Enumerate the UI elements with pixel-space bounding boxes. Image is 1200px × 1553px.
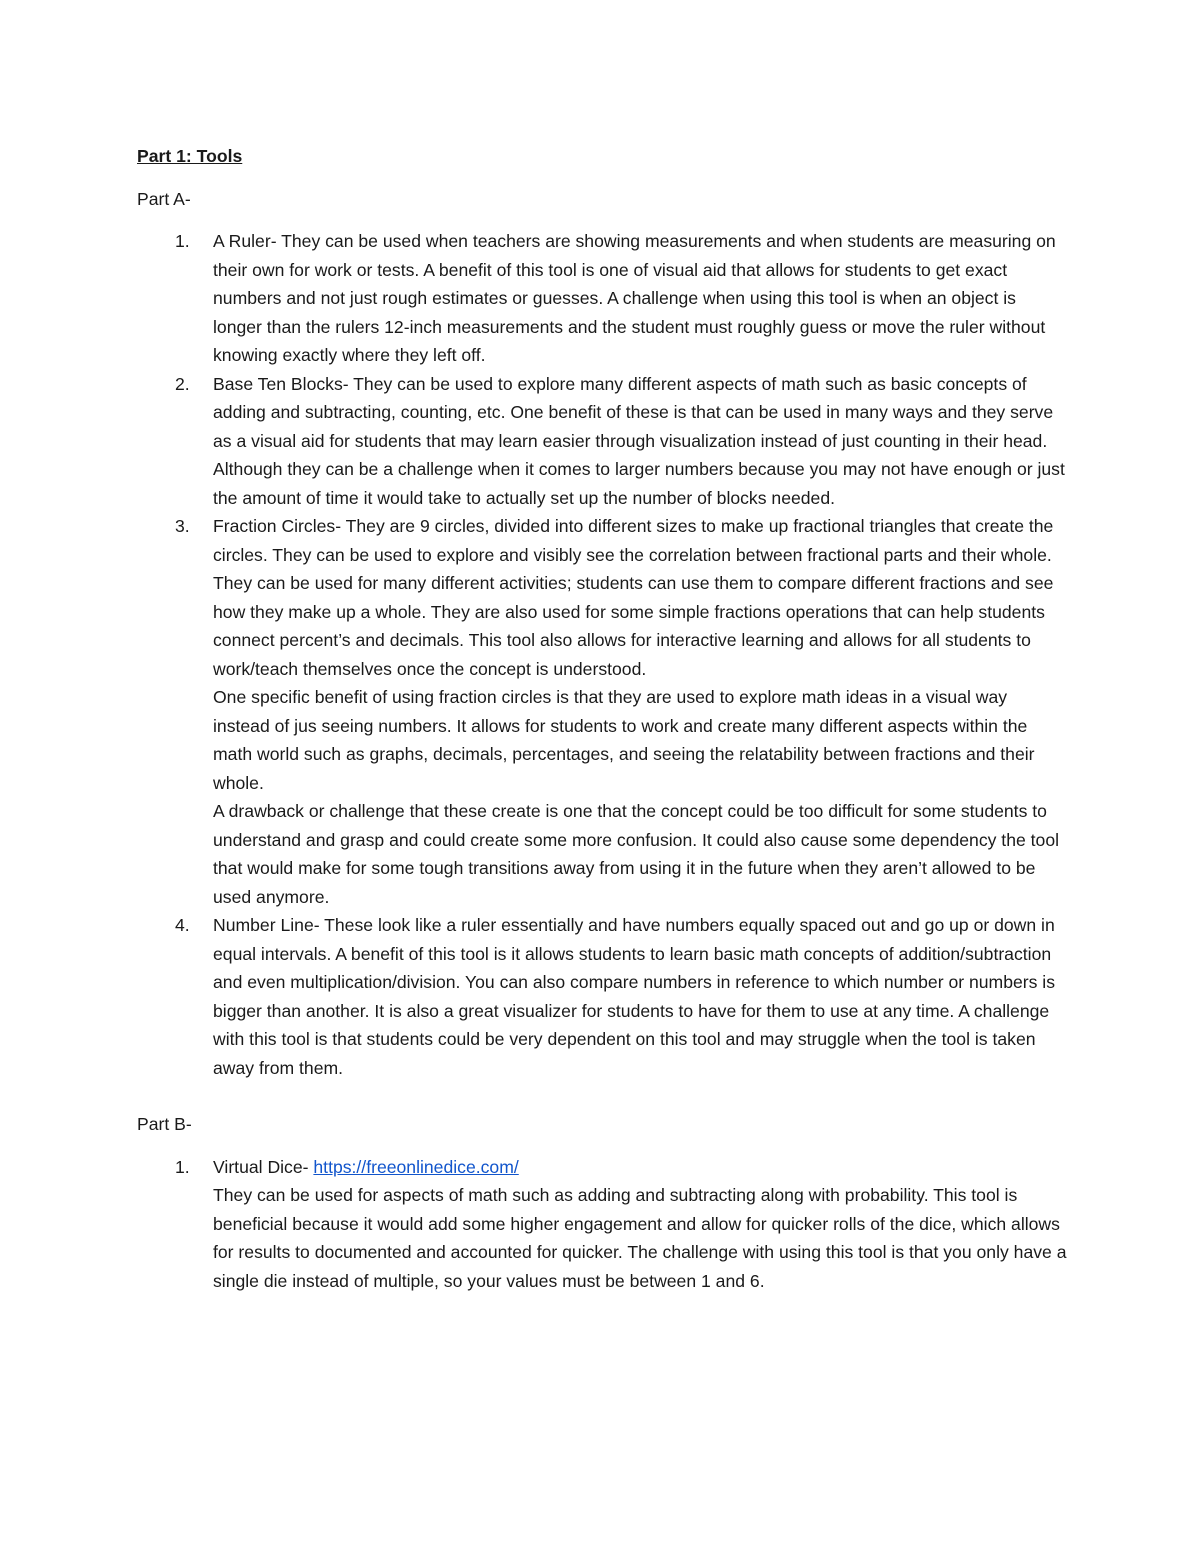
list-item-text: Fraction Circles- They are 9 circles, divided into different sizes to make up fractional triangles that create the circles. They can be used to explore and visibly see the correlation between fractional parts and their whole. They can be used for many different activities; students can use them to compare different fractions and see how they make up a whole. They are also used for some simple fractions operations that can help students connect percent’s and decimals. This tool also allows for interactive learning and allows for all students to work/teach themselves once the concept is understood. [213,516,1054,679]
part-a-list [137,227,1067,1082]
list-item-text: They can be used for aspects of math such as adding and subtracting along with probability. This tool is beneficial because it would add some higher engagement and allow for quicker rolls of the dice, which allows for results to documented and accounted for quicker. The challenge with using this tool is that you only have a single die instead of multiple, so your values must be between 1 and 6. [213,1185,1067,1291]
part-b-list [137,1153,1067,1296]
list-number: 1. [175,231,190,251]
document-page [137,142,1067,1309]
list-number: 2. [175,373,190,394]
list-item [137,911,1067,1082]
part-b-label: Part B- [137,1114,192,1134]
list-number: 4. [175,915,190,935]
list-item-text: A drawback or challenge that these create is one that the concept could be too difficult for some students to understand and grasp and could create some more confusion. It could also cause some dependency the tool that would make for some tough transitions away from using it in the future when they aren’t allowed to be used anymore. [213,801,1060,907]
list-item-text: Number Line- These look like a ruler essentially and have numbers equally spaced out and go up or down in equal intervals. A benefit of this tool is it allows students to learn basic math concepts of addition/subtraction and even multiplication/division. You can also compare numbers in reference to which number or numbers is bigger than another. It is also a great visualizer for students to have for them to use at any time. A challenge with this tool is that students could be very dependent on this tool and may struggle when the tool is taken away from them. [213,915,1056,1078]
list-item [137,512,1067,911]
list-item-text: One specific benefit of using fraction circles is that they are used to explore math ideas in a visual way instead of jus seeing numbers. It allows for students to work and create many different aspects within the math world such as graphs, decimals, percentages, and seeing the relatability between fractions and their whole. [213,687,1035,793]
list-item [137,227,1067,370]
part-a-label: Part A- [137,188,191,209]
list-number: 3. [175,516,190,536]
list-item [137,1153,1067,1296]
tool-name: Virtual Dice- [213,1156,314,1177]
list-item-text: Base Ten Blocks- They can be used to explore many different aspects of math such as basic concepts of adding and subtracting, counting, etc. One benefit of these is that can be used in many ways and they serve as a visual aid for students that may learn easier through visualization instead of just counting in their head. Although they can be a challenge when it comes to larger numbers because you may not have enough or just the amount of time it would take to actually set up the number of blocks needed. [213,373,1065,508]
dice-site-link[interactable]: https://freeonlinedice.com/ [313,1156,519,1177]
list-item [137,370,1067,513]
list-item-heading [213,1153,1067,1182]
document-title: Part 1: Tools [137,146,243,166]
list-item-text: A Ruler- They can be used when teachers are showing measurements and when students are measuring on their own for work or tests. A benefit of this tool is one of visual aid that allows for students to get exact numbers and not just rough estimates or guesses. A challenge when using this tool is when an object is longer than the rulers 12-inch measurements and the student must roughly guess or move the ruler without knowing exactly where they left off. [213,231,1056,365]
list-number: 1. [175,1156,190,1177]
